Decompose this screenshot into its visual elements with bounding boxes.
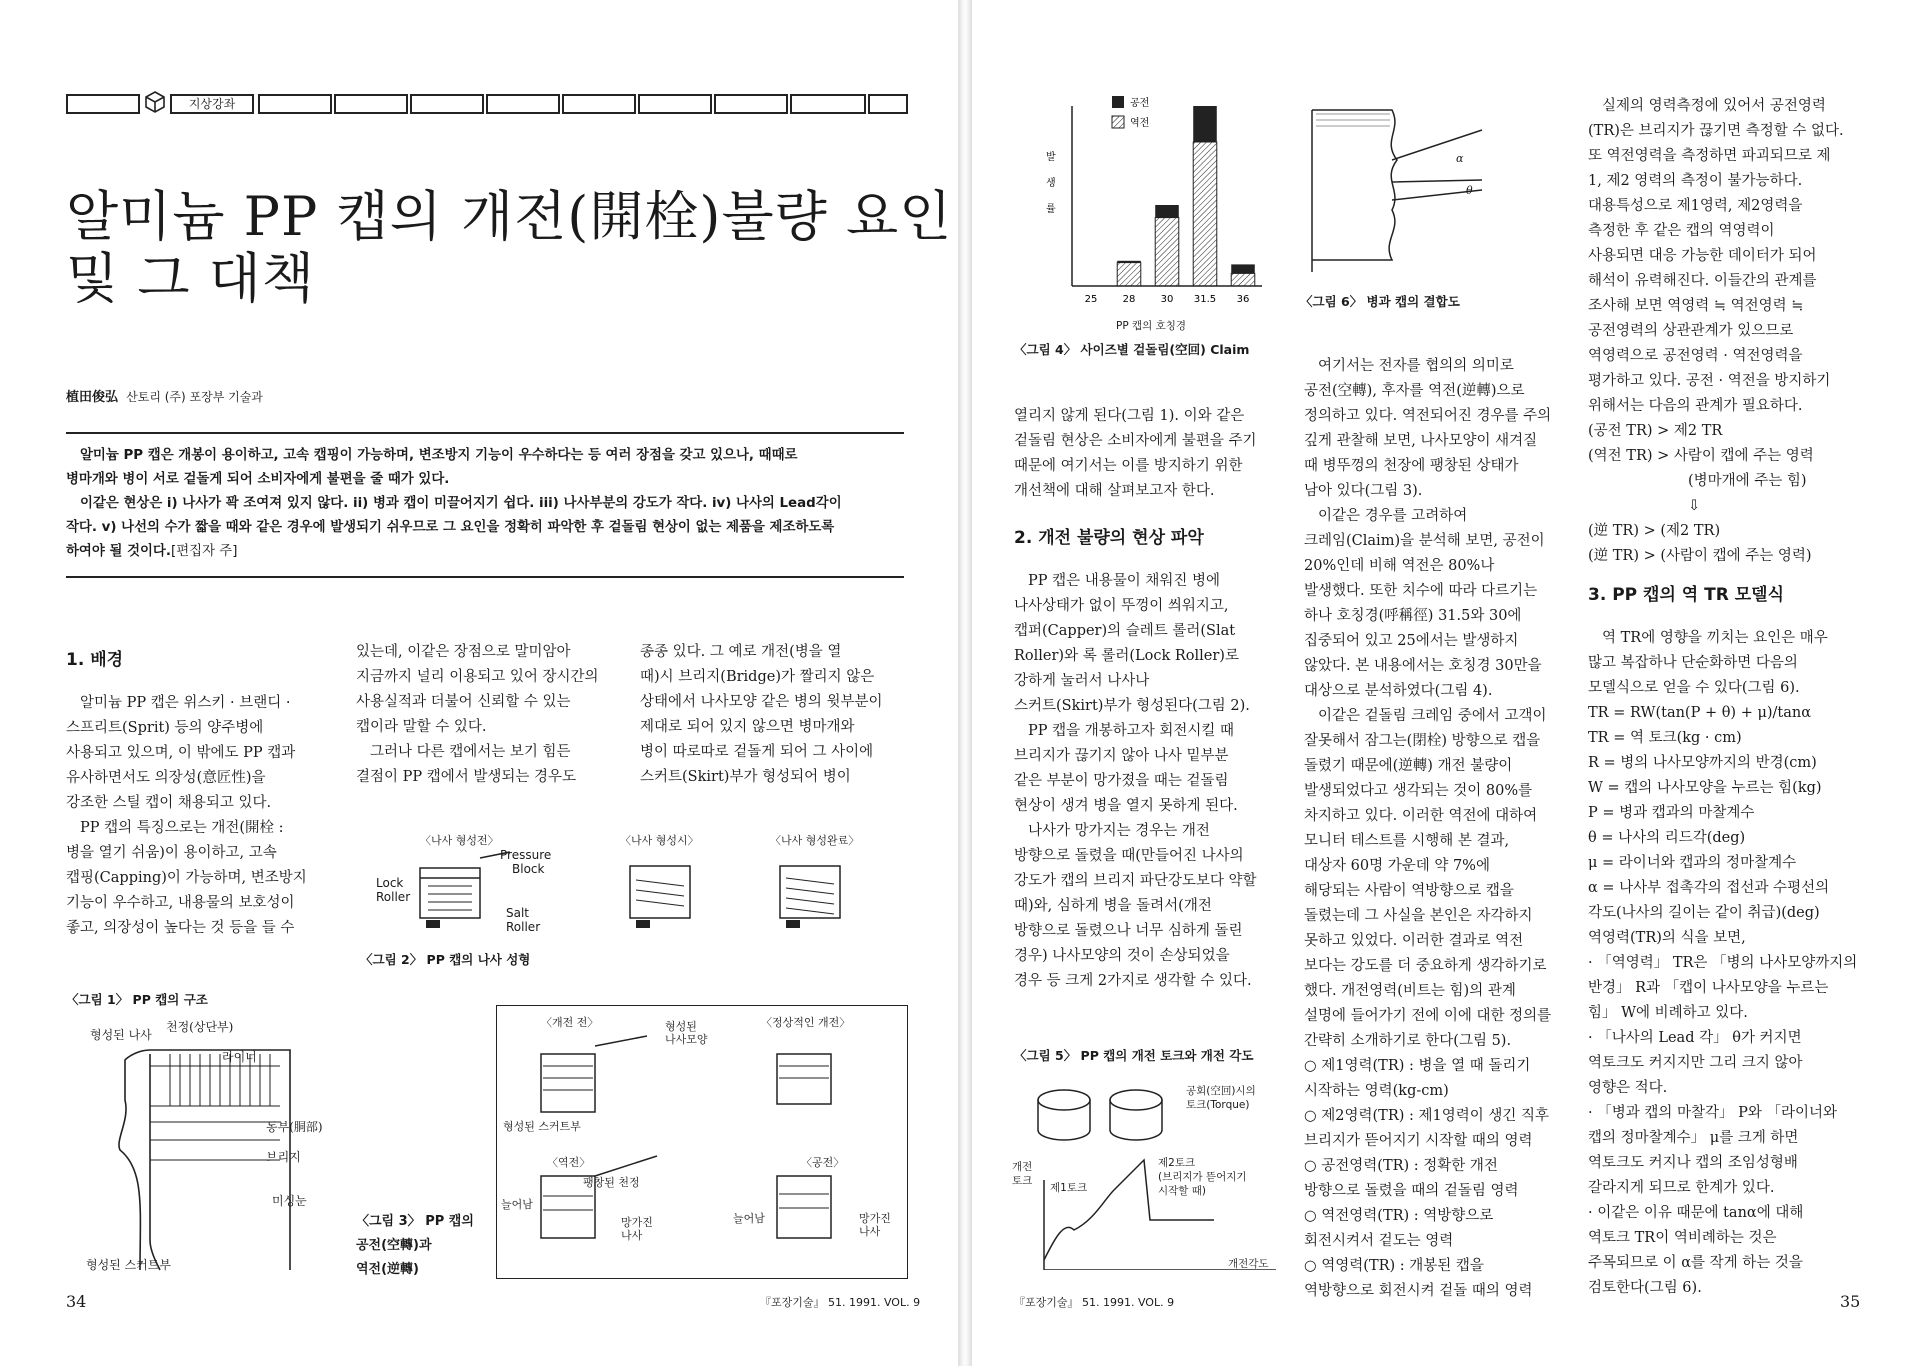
text-line: θ = 나사의 리드각(deg): [1588, 830, 1746, 846]
text-line: 때)와, 심하게 병을 돌려서(개전: [1014, 898, 1212, 914]
bar-reverse-30: [1155, 218, 1179, 286]
text-line: 같은 부분이 망가졌을 때는 겉돌림: [1014, 773, 1229, 789]
text-line: 깊게 관찰해 보면, 나사모양이 새겨질: [1304, 433, 1538, 449]
author-affiliation: 산토리 (주) 포장부 기술과: [126, 390, 263, 404]
section1-col3: [640, 640, 920, 790]
page-gutter: [958, 0, 972, 1366]
text-line: 측정한 후 같은 캡의 역영력이: [1588, 223, 1775, 239]
fig5-label: 공회(空回)시의 토크(Torque): [1186, 1085, 1256, 1111]
section-label: 지상강좌: [170, 94, 254, 114]
text-line: 간략히 소개하기로 한다(그림 5).: [1304, 1033, 1512, 1049]
fig3-label: 형성된 나사모양: [665, 1020, 708, 1046]
text-line: 병을 열기 쉬움)이 용이하고, 고속: [66, 845, 277, 861]
text-line: 돌렸는데 그 사실을 본인은 자각하지: [1304, 908, 1533, 924]
header-box: [486, 94, 560, 114]
x-tick-label: 30: [1160, 294, 1174, 305]
text-line: 잘못해서 잠그는(閉栓) 방향으로 캡을: [1304, 733, 1541, 749]
y-axis-label: 률: [1046, 204, 1056, 215]
fig1-label: 천정(상단부): [166, 1020, 234, 1034]
text-line: 회전시켜서 겉도는 영력: [1304, 1233, 1454, 1249]
text-line: 방향으로 돌렸을 때(만들어진 나사의: [1014, 848, 1244, 864]
text-line: 캡퍼(Capper)의 슬레트 롤러(Slat: [1014, 623, 1236, 639]
text-line: 스커트(Skirt)부가 형성된다(그림 2).: [1014, 698, 1250, 714]
legend-swatch-reverse: [1112, 116, 1124, 128]
fig4-chart: [1032, 90, 1272, 320]
fig5-label: 개전각도: [1228, 1258, 1269, 1270]
fig1-label: 라이너: [222, 1050, 257, 1064]
text-line: 때 병뚜껑의 천장에 팽창된 상태가: [1304, 458, 1519, 474]
fig2-stage2: 〈나사 형성시〉: [620, 834, 699, 847]
text-line: 역영력(TR)의 식을 보면,: [1588, 930, 1746, 946]
fig3-label: 늘어남: [501, 1198, 533, 1211]
fig2-pressure-label: Pressure Block: [500, 848, 552, 876]
text-line: · 「나사의 Lead 각」 θ가 커지면: [1588, 1030, 1802, 1046]
text-line: TR = 역 토크(kg · cm): [1588, 730, 1742, 746]
text-line: PP 캡의 특징으로는 개전(開栓 :: [80, 820, 284, 836]
text-line: 조사해 보면 역영력 ≒ 역전영력 ≒: [1588, 298, 1804, 314]
x-tick-label: 28: [1122, 294, 1136, 305]
fig1-label: 형성된 나사: [90, 1028, 152, 1042]
journal-footer-right: 『포장기술』 51. 1991. VOL. 9: [1014, 1296, 1175, 1309]
section1-col3-text: [640, 640, 920, 790]
text-line: 나사상태가 없이 뚜껑이 씌워지고,: [1014, 598, 1229, 614]
header-box: [562, 94, 636, 114]
bar-idle-31.5: [1193, 106, 1217, 142]
text-line: 사용실적과 더불어 신뢰할 수 있는: [356, 694, 571, 710]
fig3-label: 〈공전〉: [801, 1156, 845, 1169]
page-number-right: 35: [1840, 1292, 1861, 1311]
text-line: 캡의 정마찰계수」 μ를 크게 하면: [1588, 1130, 1799, 1146]
text-line: 사용되면 대응 가능한 데이터가 되어: [1588, 248, 1817, 264]
fig6-caption: 〈그림 6〉 병과 캡의 결합도: [1300, 294, 1460, 309]
text-line: (공전 TR) > 제2 TR: [1588, 423, 1723, 439]
bar-idle-28: [1117, 261, 1141, 263]
header-box: [334, 94, 408, 114]
text-line: 지금까지 널리 이용되고 있어 장시간의: [356, 669, 599, 685]
right-col3: [1588, 94, 1888, 1301]
text-line: 대상자 60명 가운데 약 7%에: [1304, 858, 1490, 874]
fig6-drawing: [1292, 90, 1492, 280]
text-line: 남아 있다(그림 3).: [1304, 483, 1423, 499]
text-line: 역방향으로 회전시켜 겉돌 때의 영력: [1304, 1283, 1533, 1299]
fig3-drawing: [497, 1006, 907, 1278]
text-line: 종종 있다. 그 예로 개전(병을 열: [640, 644, 842, 660]
text-line: 강조한 스틸 캡이 채용되고 있다.: [66, 795, 272, 811]
abstract-line: 병마개와 병이 서로 겉돌게 되어 소비자에게 불편을 줄 때가 있다.: [66, 472, 450, 487]
article-title: [66, 186, 952, 310]
abstract-line: 작다. v) 나선의 수가 짧을 때와 같은 경우에 발생되기 쉬우므로 그 요인을 정확히 파악한 후 겉돌림 현상이 없는 제품을 제조하도록: [66, 520, 835, 535]
text-line: 있는데, 이같은 장점으로 말미암아: [356, 644, 571, 660]
text-line: 역토크도 커지지만 그리 크지 않아: [1588, 1055, 1803, 1071]
text-line: 나사가 망가지는 경우는 개전: [1028, 823, 1210, 839]
section2-heading: 2. 개전 불량의 현상 파악: [1014, 528, 1204, 548]
fig4-xlabel: PP 캡의 호칭경: [1116, 320, 1187, 332]
title-line-1: 알미늄 PP 캡의 개전(開栓)불량 요인: [66, 185, 953, 248]
text-line: ○ 공전영력(TR) : 정확한 개전: [1304, 1158, 1498, 1174]
text-line: 좋고, 의장성이 높다는 것 등을 들 수: [66, 920, 295, 936]
legend-label-idle: 공전: [1130, 98, 1150, 109]
text-line: 또 역전영력을 측정하면 파괴되므로 제: [1588, 148, 1831, 164]
fig4-caption: 〈그림 4〉 사이즈별 겉돌림(空回) Claim: [1014, 342, 1250, 357]
header-box: [868, 94, 908, 114]
text-line: Roller)와 록 롤러(Lock Roller)로: [1014, 648, 1239, 664]
text-line: · 이같은 이유 때문에 tanα에 대해: [1588, 1205, 1804, 1221]
legend-swatch-idle: [1112, 96, 1124, 108]
title-line-2: 및 그 대책: [66, 247, 315, 310]
text-line: ○ 제2영력(TR) : 제1영력이 생긴 직후: [1304, 1108, 1550, 1124]
header-box: [410, 94, 484, 114]
bar-reverse-36: [1231, 273, 1255, 286]
section1-heading: 1. 배경: [66, 650, 124, 670]
section2-col1: [1014, 404, 1276, 994]
text-line: ○ 제1영력(TR) : 병을 열 때 돌리기: [1304, 1058, 1531, 1074]
fig1-drawing: [70, 1010, 340, 1280]
text-line: ○ 역전영력(TR) : 역방향으로: [1304, 1208, 1494, 1224]
fig1-label: 동부(胴部): [266, 1120, 323, 1134]
header-box: [714, 94, 788, 114]
fig1-label: 형성된 스커트부: [86, 1258, 171, 1272]
text-line: 발생했다. 또한 치수에 따라 다르기는: [1304, 583, 1538, 599]
text-line: 영향은 적다.: [1588, 1080, 1668, 1096]
text-line: 못하고 있었다. 이러한 결과로 역전: [1304, 933, 1524, 949]
fig2-salt-label: Salt Roller: [506, 906, 541, 934]
fig5-caption: 〈그림 5〉 PP 캡의 개전 토크와 개전 각도: [1014, 1048, 1254, 1063]
text-line: 주목되므로 이 α를 작게 하는 것을: [1588, 1255, 1803, 1271]
text-line: W = 캡의 나사모양을 누르는 힘(kg): [1588, 780, 1822, 796]
fig5-label: 제1토크: [1050, 1182, 1088, 1194]
fig3-label: 늘어남: [733, 1212, 765, 1225]
fig2-caption: 〈그림 2〉 PP 캡의 나사 성형: [360, 952, 531, 967]
text-line: 검토한다(그림 6).: [1588, 1280, 1702, 1296]
editor-note: [편집자 주]: [170, 544, 238, 559]
text-line: · 「역영력」 TR은 「병의 나사모양까지의: [1588, 955, 1858, 971]
text-line: 집중되어 있고 25에서는 발생하지: [1304, 633, 1519, 649]
section2-col2-text: [1304, 354, 1572, 1304]
text-line: 해석이 유력해진다. 이들간의 관계를: [1588, 273, 1817, 289]
text-line: 캡이라 말할 수 있다.: [356, 719, 487, 735]
text-line: 개선책에 대해 살펴보고자 한다.: [1014, 483, 1215, 499]
text-line: 갈라지게 되므로 한계가 있다.: [1588, 1180, 1775, 1196]
text-line: ○ 역영력(TR) : 개봉된 캡을: [1304, 1258, 1484, 1274]
journal-footer-left: 『포장기술』 51. 1991. VOL. 9: [760, 1296, 921, 1309]
text-line: 역토크도 커지나 캡의 조임성형배: [1588, 1155, 1798, 1171]
text-line: 때문에 여기서는 이를 방지하기 위한: [1014, 458, 1243, 474]
text-line: 대상으로 분석하였다(그림 4).: [1304, 683, 1493, 699]
text-line: PP 캡은 내용물이 채워진 병에: [1028, 573, 1221, 589]
fig6-alpha: α: [1456, 152, 1464, 165]
text-line: 방향으로 돌렸으나 너무 심하게 돌린: [1014, 923, 1243, 939]
y-axis-label: 발: [1046, 152, 1056, 163]
text-line: 이같은 경우를 고려하여: [1318, 508, 1468, 524]
text-line: 반경」 R과 「캡이 나사모양을 누르는: [1588, 980, 1829, 996]
y-axis-label: 생: [1046, 178, 1056, 189]
text-line: 정의하고 있다. 역전되어진 경우를 주의: [1304, 408, 1552, 424]
text-line: 겉돌림 현상은 소비자에게 불편을 주기: [1014, 433, 1257, 449]
text-line: 제대로 되어 있지 않으면 병마개와: [640, 719, 855, 735]
fig5-label: 제2토크 (브리지가 뜯어지기 시작할 때): [1158, 1157, 1247, 1197]
fig3-label: 팽창된 천정: [583, 1176, 640, 1189]
text-line: 보다는 강도를 더 중요하게 생각하기로: [1304, 958, 1547, 974]
bar-reverse-31.5: [1193, 142, 1217, 286]
fig6-theta: θ: [1466, 184, 1473, 197]
text-line: (역전 TR) > 사람이 캡에 주는 영력: [1588, 448, 1814, 464]
fig2-lock-label: Lock Roller: [376, 876, 411, 904]
fig2-stage1: 〈나사 형성전〉: [420, 834, 499, 847]
text-line: μ = 라이너와 캡과의 정마찰계수: [1588, 855, 1797, 871]
text-line: 이같은 겉돌림 크레임 중에서 고객이: [1318, 708, 1547, 724]
abstract-box: [66, 432, 904, 578]
text-line: 공전영력의 상관관계가 있으므로: [1588, 323, 1794, 339]
right-col3-text2: [1588, 626, 1888, 1301]
text-line: 결점이 PP 캡에서 발생되는 경우도: [356, 769, 577, 785]
text-line: (逆 TR) > (사람이 캡에 주는 영력): [1588, 548, 1812, 564]
section1-col2: [356, 640, 626, 790]
text-line: 사용되고 있으며, 이 밖에도 PP 캡과: [66, 745, 296, 761]
text-line: 현상이 생겨 병을 열지 못하게 된다.: [1014, 798, 1238, 814]
author-name: 植田俊弘: [66, 390, 119, 405]
text-line: 각도(나사의 길이는 같이 취급)(deg): [1588, 905, 1820, 921]
bar-idle-36: [1231, 264, 1255, 273]
text-line: 스프리트(Sprit) 등의 양주병에: [66, 720, 264, 736]
fig1-caption: 〈그림 1〉 PP 캡의 구조: [66, 992, 208, 1007]
text-line: 시작하는 영력(kg-cm): [1304, 1083, 1449, 1099]
right-col3-text: [1588, 94, 1888, 569]
text-line: R = 병의 나사모양까지의 반경(cm): [1588, 755, 1817, 771]
text-line: (逆 TR) > (제2 TR): [1588, 523, 1721, 539]
fig3-label: 〈역전〉: [547, 1156, 591, 1169]
text-line: ⇩: [1688, 498, 1701, 514]
text-line: 해당되는 사람이 역방향으로 캡을: [1304, 883, 1514, 899]
text-line: 모니터 테스트를 시행해 본 결과,: [1304, 833, 1510, 849]
section2-col2: [1304, 354, 1572, 1304]
text-line: · 「병과 캡의 마찰각」 P와 「라이너와: [1588, 1105, 1837, 1121]
text-line: 상태에서 나사모양 같은 병의 윗부분이: [640, 694, 883, 710]
section3-heading: 3. PP 캡의 역 TR 모델식: [1588, 585, 1785, 605]
text-line: 대용특성으로 제1영력, 제2영력을: [1588, 198, 1803, 214]
fig3-label: 〈개전 전〉: [541, 1016, 599, 1029]
abstract-line: 이같은 현상은 i) 나사가 꽉 조여져 있지 않다. ii) 병과 캡이 미끌어지기 쉽다. iii) 나사부분의 강도가 작다. iv) 나사의 Lead각이: [80, 496, 842, 511]
left-page: [0, 0, 958, 1366]
text-line: 않았다. 본 내용에서는 호칭경 30만을: [1304, 658, 1542, 674]
text-line: 실제의 영력측정에 있어서 공전영력: [1602, 98, 1826, 114]
text-line: 스커트(Skirt)부가 형성되어 병이: [640, 769, 851, 785]
right-page: [972, 0, 1919, 1366]
text-line: 차지하고 있다. 이러한 역전에 대하여: [1304, 808, 1538, 824]
text-line: (병마개에 주는 힘): [1688, 473, 1807, 489]
cube-icon: [144, 90, 166, 114]
text-line: 했다. 개전영력(비트는 힘)의 관계: [1304, 983, 1516, 999]
header-box: [790, 94, 866, 114]
text-line: 역영력으로 공전영력 · 역전영력을: [1588, 348, 1803, 364]
fig2-drawing: [370, 846, 900, 946]
text-line: 20%인데 비해 역전은 80%나: [1304, 558, 1495, 574]
fig3-label: 망가진 나사: [621, 1216, 653, 1242]
text-line: (TR)은 브리지가 끊기면 측정할 수 없다.: [1588, 123, 1844, 139]
text-line: 1, 제2 영력의 측정이 불가능하다.: [1588, 173, 1803, 189]
x-tick-label: 36: [1236, 294, 1250, 305]
fig2-stage3: 〈나사 형성완료〉: [770, 834, 860, 847]
fig3-label: 형성된 스커트부: [503, 1120, 581, 1133]
text-line: 역 TR에 영향을 끼치는 요인은 매우: [1602, 630, 1828, 646]
section1-col1-text: [66, 691, 336, 941]
text-line: 유사하면서도 의장성(意匠性)을: [66, 770, 266, 786]
fig3-caption: 〈그림 3〉 PP 캡의 공전(空轉)과 역전(逆轉): [356, 1214, 474, 1277]
text-line: 많고 복잡하나 단순화하면 다음의: [1588, 655, 1798, 671]
abstract-line: 알미늄 PP 캡은 개봉이 용이하고, 고속 캡핑이 가능하며, 변조방지 기능이 우수하다는 등 여러 장점을 갖고 있으나, 때때로: [80, 448, 798, 463]
text-line: 경우 등 크게 2가지로 생각할 수 있다.: [1014, 973, 1252, 989]
text-line: 그러나 다른 캡에서는 보기 힘든: [370, 744, 571, 760]
legend-label-reverse: 역전: [1130, 118, 1150, 129]
header-box: [66, 94, 140, 114]
fig1-label: 미싱눈: [272, 1194, 307, 1208]
section2-col1-top: [1014, 404, 1276, 504]
page-number-left: 34: [66, 1292, 87, 1311]
text-line: 기능이 우수하고, 내용물의 보호성이: [66, 895, 295, 911]
text-line: 강하게 눌러서 나사나: [1014, 673, 1150, 689]
text-line: 발생되었다고 생각되는 것이 80%를: [1304, 783, 1533, 799]
figure-3-box: [496, 1005, 908, 1279]
text-line: 하나 호칭경(呼稱徑) 31.5와 30에: [1304, 608, 1522, 624]
text-line: 병이 따로따로 겉돌게 되어 그 사이에: [640, 744, 874, 760]
fig3-label: 〈정상적인 개전〉: [761, 1016, 851, 1029]
author-line: [66, 386, 263, 405]
text-line: 역토크 TR이 역비례하는 것은: [1588, 1230, 1777, 1246]
fig5-label: 개전 토크: [1012, 1161, 1033, 1187]
text-line: TR = RW(tan(P + θ) + μ)/tanα: [1588, 705, 1812, 721]
text-line: 위해서는 다음의 관계가 필요하다.: [1588, 398, 1803, 414]
fig3-label: 망가진 나사: [859, 1212, 891, 1238]
text-line: 캡핑(Capping)이 가능하며, 변조방지: [66, 870, 307, 886]
text-line: 경우) 나사모양의 것이 손상되었을: [1014, 948, 1230, 964]
bar-idle-30: [1155, 205, 1179, 218]
text-line: 브리지가 뜯어지기 시작할 때의 영력: [1304, 1133, 1533, 1149]
text-line: 힘」 W에 비례하고 있다.: [1588, 1005, 1748, 1021]
text-line: P = 병과 캡과의 마찰계수: [1588, 805, 1755, 821]
fig1-label: 브리지: [266, 1150, 301, 1164]
section1-col2-text: [356, 640, 626, 790]
abstract-line: 하여야 될 것이다.: [66, 544, 171, 559]
header-box: [258, 94, 332, 114]
abstract-text: [66, 444, 904, 564]
text-line: 모델식으로 얻을 수 있다(그림 6).: [1588, 680, 1800, 696]
text-line: 브리지가 끊기지 않아 나사 밑부분: [1014, 748, 1229, 764]
text-line: 크레임(Claim)을 분석해 보면, 공전이: [1304, 533, 1545, 549]
text-line: 돌렸기 때문에(逆轉) 개전 불량이: [1304, 758, 1513, 774]
text-line: 평가하고 있다. 공전 · 역전을 방지하기: [1588, 373, 1831, 389]
bar-reverse-28: [1117, 263, 1141, 286]
text-line: 공전(空轉), 후자를 역전(逆轉)으로: [1304, 383, 1525, 399]
text-line: α = 나사부 접촉각의 접선과 수평선의: [1588, 880, 1830, 896]
text-line: 알미늄 PP 캡은 위스키 · 브랜디 ·: [80, 695, 291, 711]
header-box: [638, 94, 712, 114]
text-line: 방향으로 돌렸을 때의 겉돌림 영력: [1304, 1183, 1519, 1199]
x-tick-label: 31.5: [1193, 294, 1217, 305]
section2-col1-text: [1014, 569, 1276, 994]
text-line: 때)시 브리지(Bridge)가 짤리지 않은: [640, 669, 875, 685]
text-line: PP 캡을 개봉하고자 회전시킬 때: [1028, 723, 1235, 739]
x-tick-label: 25: [1084, 294, 1098, 305]
text-line: 여기서는 전자를 협의의 의미로: [1318, 358, 1514, 374]
text-line: 설명에 들어가기 전에 이에 대한 정의를: [1304, 1008, 1552, 1024]
text-line: 열리지 않게 된다(그림 1). 이와 같은: [1014, 408, 1245, 424]
section1-col1: [66, 640, 336, 941]
text-line: 강도가 캡의 브리지 파단강도보다 약할: [1014, 873, 1257, 889]
